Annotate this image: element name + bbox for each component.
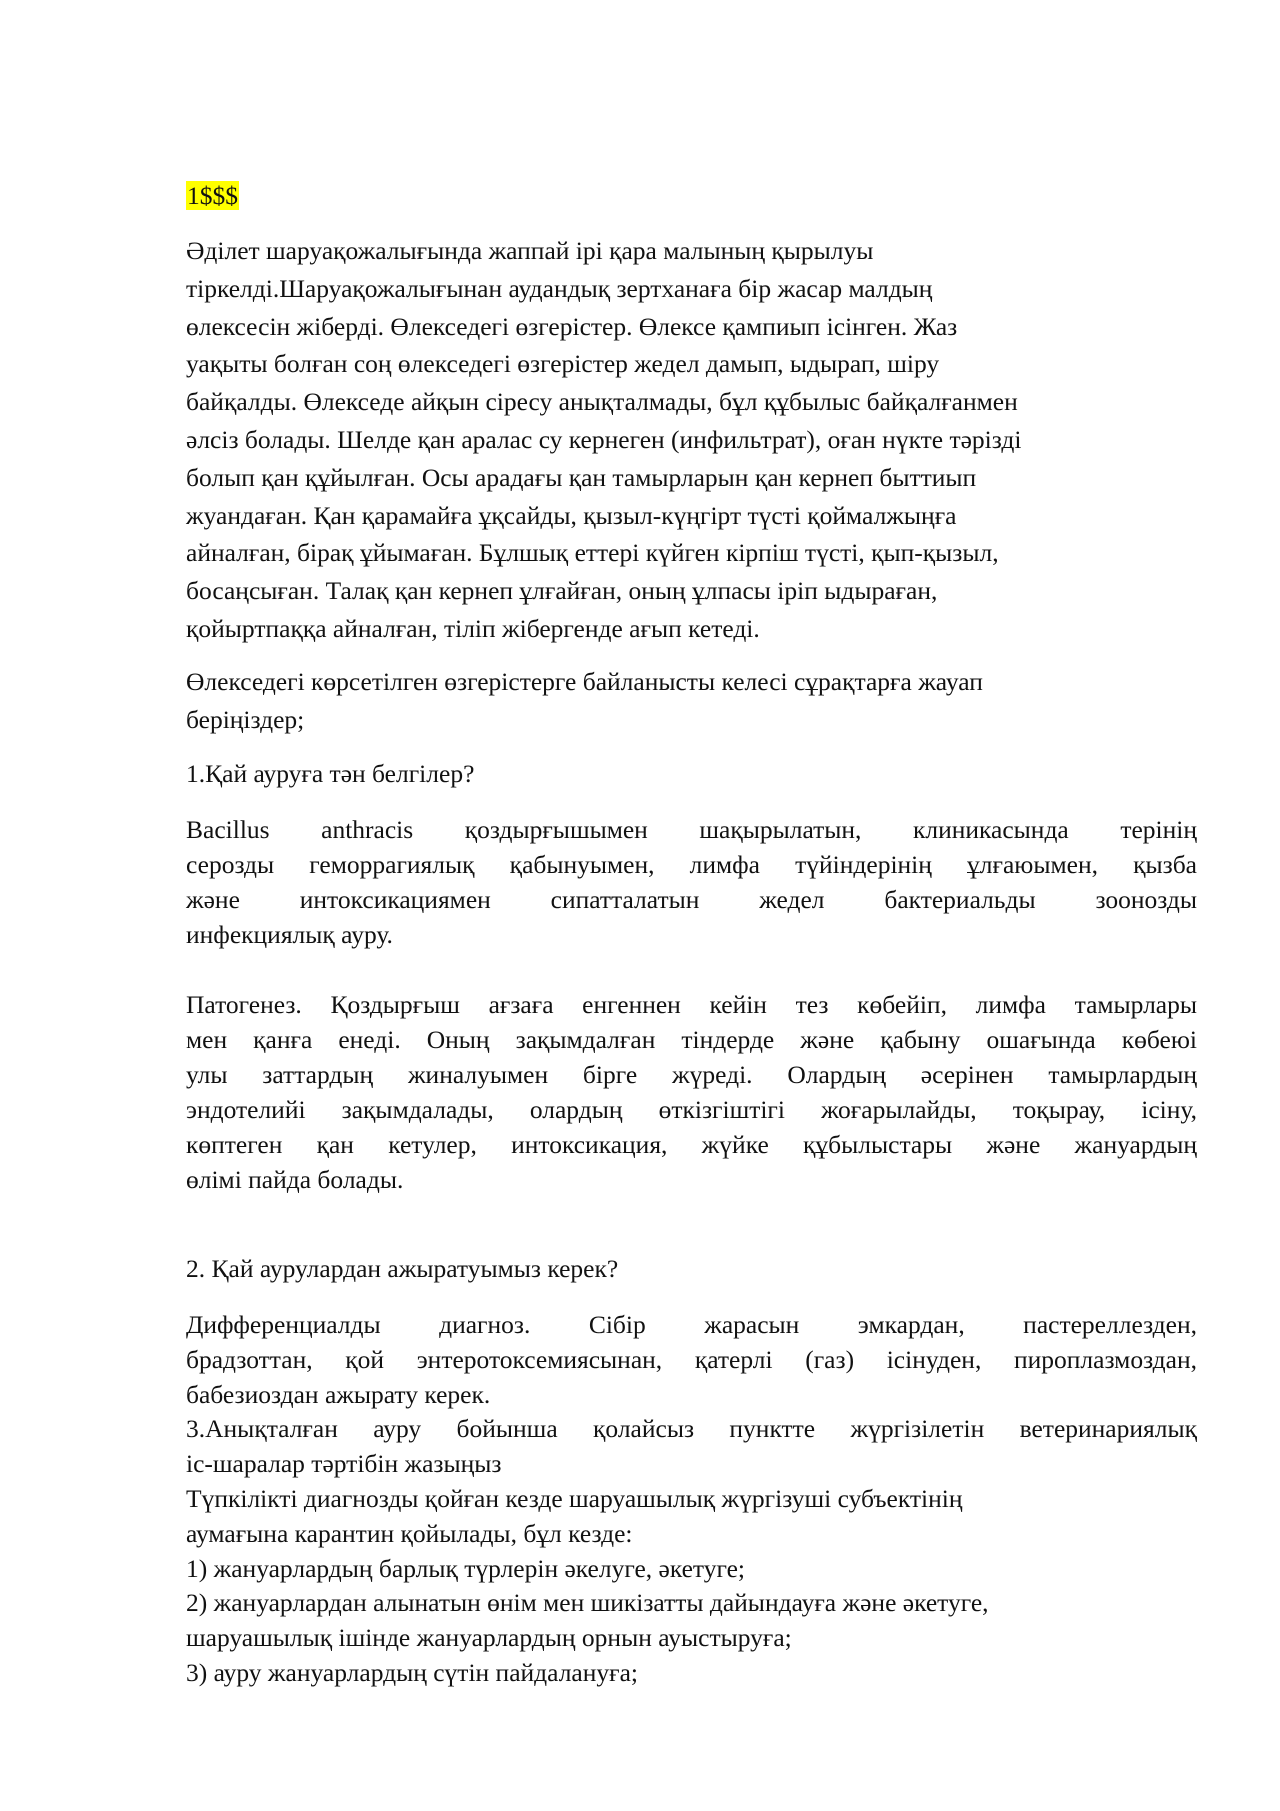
text-line: 3) ауру жануарлардың сүтін пайдалануға;: [186, 1657, 638, 1687]
text-line: айналған, бірақ ұйымаған. Бұлшық еттері күйген кірпіш түсті, қып-қызыл,: [186, 538, 999, 568]
text-line: улы заттардың жиналуымен бірге жүреді. Олардың әсерінен тамырлардың: [186, 1060, 1197, 1089]
text-line: Өлекседегі көрсетілген өзгерістерге байланысты келесі сұрақтарға жауап: [186, 667, 983, 696]
text-line: тіркелді.Шаруақожалығынан аудандық зертханаға бір жасар малдың: [186, 273, 933, 303]
text-line: Әділет шаруақожалығында жаппай ірі қара малының қырылуы: [186, 236, 874, 265]
text-line: 2) жануарлардан алынатын өнім мен шикізатты дайындауға және әкетуге,: [186, 1588, 989, 1618]
text-line: мен қанға енеді. Оның зақымдалған тіндерде және қабыну ошағында көбеюі: [186, 1025, 1197, 1054]
text-line: аумағына карантин қойылады, бұл кезде:: [186, 1518, 633, 1548]
question-2-text: 2. Қай аурулардан ажыратуымыз керек?: [186, 1254, 619, 1283]
text-line: өлімі пайда болады.: [186, 1165, 404, 1194]
question-1-text: 1.Қай ауруға тән белгілер?: [186, 759, 475, 788]
text-line: серозды геморрагиялық қабынуымен, лимфа түйіндерінің ұлғаюымен, қызба: [186, 850, 1197, 879]
text-line: эндотелийі зақымдалады, олардың өткізгіштігі жоғарылайды, тоқырау, ісіну,: [186, 1095, 1197, 1124]
answer-1: [186, 812, 1197, 952]
answer-2-and-measures: [186, 1308, 1197, 1691]
text-line: шаруашылық ішінде жануарлардың орнын ауыстыруға;: [186, 1623, 792, 1653]
pathogenesis-paragraph: [186, 987, 1197, 1197]
text-line: бабезиоздан ажырату керек.: [186, 1379, 491, 1409]
text-line: Дифференциалды диагноз. Сібір жарасын эмкардан, пастереллезден,: [186, 1310, 1197, 1339]
text-line: уақыты болған соң өлекседегі өзгерістер жедел дамып, ыдырап, шіру: [186, 349, 940, 379]
text-line: босаңсыған. Талақ қан кернеп ұлғайған, оның ұлпасы іріп ыдыраған,: [186, 576, 938, 606]
text-line: қойыртпаққа айналған, тіліп жібергенде ағып кетеді.: [186, 613, 760, 643]
case-description: [186, 232, 1197, 648]
text-line: байқалды. Өлекседе айқын сіресу анықталмады, бұл құбылыс байқалғанмен: [186, 387, 1018, 417]
text-line: іс-шаралар тәртібін жазыңыз: [186, 1449, 502, 1479]
text-line: көптеген қан кетулер, интоксикация, жүйке құбылыстары және жануардың: [186, 1130, 1197, 1159]
text-line: Түпкілікті диагнозды қойған кезде шаруашылық жүргізуші субъектінің: [186, 1483, 963, 1513]
text-line: өлексесін жіберді. Өлекседегі өзгерістер. Өлексе қампиып ісінген. Жаз: [186, 311, 958, 341]
text-line: Bacillus anthracis қоздырғышымен шақырылатын, клиникасында терінің: [186, 815, 1197, 844]
highlighted-heading: 1$$$: [187, 181, 238, 210]
question-1: [186, 755, 1197, 793]
text-line: беріңіздер;: [186, 705, 305, 734]
text-line: Патогенез. Қоздырғыш ағзаға енгеннен кейін тез көбейіп, лимфа тамырлары: [186, 990, 1197, 1019]
text-line: 3.Анықталған ауру бойынша қолайсыз пунктте жүргізілетін ветеринариялық: [186, 1414, 1197, 1444]
text-line: жуандаған. Қан қарамайға ұқсайды, қызыл-күңгірт түсті қоймалжыңға: [186, 500, 957, 530]
heading-block: [186, 178, 1197, 214]
text-line: 1) жануарлардың барлық түрлерін әкелуге, әкетуге;: [186, 1553, 745, 1583]
text-line: инфекциялық ауру.: [186, 920, 393, 949]
question-2: [186, 1250, 1197, 1288]
text-line: және интоксикациямен сипатталатын жедел бактериальды зоонозды: [186, 885, 1197, 914]
text-line: әлсіз болады. Шелде қан аралас су кернеген (инфильтрат), оған нүкте тәрізді: [186, 424, 1022, 454]
text-line: болып қан құйылған. Осы арадағы қан тамырларын қан кернеп быттиып: [186, 462, 977, 492]
text-line: брадзоттан, қой энтеротоксемиясынан, қатерлі (газ) ісінуден, пироплазмоздан,: [186, 1344, 1197, 1374]
instruction-paragraph: [186, 663, 1197, 739]
